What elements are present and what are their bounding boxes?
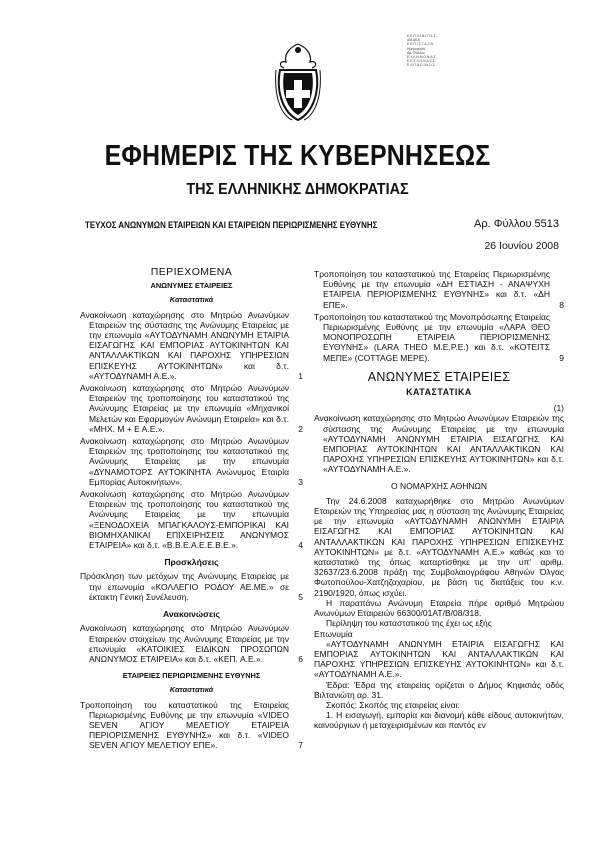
print-info-line: Ε.Λ.Π.Α.Ο.Ι.Ν.Ο.Σ. [407,63,436,68]
body-heading: ΑΝΩΝΥΜΕΣ ΕΤΑΙΡΕΙΕΣ [367,369,511,384]
sheet-number: Αρ. Φύλλου 5513 [474,218,559,230]
subsection-heading: Ανακοινώσεις [163,609,220,620]
issue-date: 26 Ιουνίου 2008 [484,240,559,252]
print-info-line: Ε.Ε.Σ.Λ.Ο.Ν.Α.Σ.Σ. [407,59,436,64]
contents-item-text: Τροποποίηση του καταστατικού της Εταιρείας Περιωρισμένης Ευθύνης με την επωνυμία «ΔΗ ΕΣΤΙΑΣΗ - ΑΝΑΨΥΧΗ ΕΤΑΙΡΕΙΑ ΠΕΡΙΟΡΙΣΜΕΝΗΣ ΕΥΘΥΝΗΣ» και δ.τ. «ΔΗ ΕΠΕ». [314,269,550,310]
print-info [407,34,469,68]
gazette-subtitle: ΤΗΣ ΕΛΛΗΝΙΚΗΣ ΔΗΜΟΚΡΑΤΙΑΣ [186,181,409,198]
body-column [314,269,564,731]
contents-item[interactable] [80,436,303,487]
contents-item-page: 7 [298,740,303,751]
body-paragraph: Σκοπός: Σκοπός της εταιρείας είναι: [326,699,460,710]
contents-item-page: 2 [298,423,303,434]
prefect-heading: Ο ΝΟΜΑΡΧΗΣ ΑΘΗΝΩΝ [391,480,487,491]
subsection-heading: Προσκλήσεις [164,557,219,568]
contents-item[interactable] [80,489,303,550]
issue-label: ΤΕΥΧΟΣ ΑΝΩΝΥΜΩΝ ΕΤΑΙΡΕΙΩΝ ΚΑΙ ΕΤΑΙΡΕΙΩΝ ΠΕΡΙΩΡΙΣΜΕΝΗΣ ΕΥΘΥΝΗΣ [85,220,378,230]
print-info-line: Ε.Υ.Λ.Ν.Μ.Ο.Ν.Α.Σ. [407,55,437,60]
contents-item-page: 5 [298,591,303,602]
notice-title: Ανακοίνωση καταχώρησης στο Μητρώο Ανωνύμων Εταιρειών της σύστασης της Ανώνυμης Εταιρείας με την επωνυμία «ΑΥΤΟΔΥΝΑΜΗ ΑΝΩΝΥΜΗ ΕΤΑΙΡΙΑ ΕΙΣΑΓΩΓΗΣ ΚΑΙ ΕΜΠΟΡΙΑΣ ΑΥΤΟΚΙΝΗΤΩΝ ΚΑΙ ΑΝΤΑΛΛΑΚΤΙΚΩΝ ΚΑΙ ΠΑΡΟΧΗΣ ΥΠΗΡΕΣΙΩΝ ΕΠΙΣΚΕΥΗΣ ΑΥΤΟΚΙΝΗΤΩΝ» και δ.τ. «ΑΥΤΟΔΥΝΑΜΗ Α.Ε.». [314,413,564,475]
body-paragraph: Την 24.6.2008 καταχωρήθηκε στο Μητρώο Ανωνύμων Εταιρειών της Υπηρεσίας μας η σύσταση της Ανώνυμης Εταιρείας με την επωνυμία «ΑΥΤΟΔΥΝΑΜΗ ΑΝΩΝΥΜΗ ΕΤΑΙΡΙΑ ΕΙΣΑΓΩΓΗΣ ΚΑΙ ΕΜΠΟΡΙΑΣ ΑΥΤΟΚΙΝΗΤΩΝ ΚΑΙ ΑΝΤΑΛΛΑΚΤΙΚΩΝ ΚΑΙ ΠΑΡΟΧΗΣ ΥΠΗΡΕΣΙΩΝ ΕΠΙΣΚΕΥΗΣ ΑΥΤΟΚΙΝΗΤΩΝ» με δ.τ. «ΑΥΤΟΔΥΝΑΜΗ Α.Ε.» καθώς και το καταστατικό της όπως καταρτίσθηκε με την υπ' αριθμ. 32637/23.6.2008 πράξη της Συμβολαιογράφου Αθηνών Όλγας Φωτοπούλου-Χατζηζαχαρίου, με βάση τις διατάξεις του κ.ν. 2190/1920, όπως ισχύει. [314,495,564,598]
contents-column [80,265,303,753]
section-heading: ΑΝΩΝΥΜΕΣ ΕΤΑΙΡΕΙΕΣ [150,281,233,291]
coat-of-arms-icon [272,40,324,124]
notice-number: (1) [553,403,564,414]
contents-item-page: 8 [559,299,564,310]
print-info-line: Αρ. Φύλλου [407,50,425,55]
section-heading: ΕΤΑΙΡΕΙΕΣ ΠΕΡΙΩΡΙΣΜΕΝΗΣ ΕΥΘΥΝΗΣ [122,671,261,681]
contents-item[interactable] [80,700,303,751]
contents-item-text: Πρόσκληση των μετόχων της Ανώνυμης Εταιρείας με την επωνυμία «ΚΟΛΛΕΓΙΟ ΡΟΔΟΥ ΑΕ.ΜΕ.» σε έκτακτη Γενική Συνέλευση. [80,571,289,602]
contents-heading: ΠΕΡΙΕΧΟΜΕΝΑ [150,266,233,278]
body-paragraph: Έδρα: Έδρα της εταιρείας ορίζεται ο Δήμος Κηφισιάς οδός Βιλτανιώτη αρ. 31. [314,679,564,700]
contents-item[interactable] [80,383,303,434]
contents-item[interactable] [314,269,564,310]
print-info-line: Ημερομηνία [407,46,425,51]
contents-item-text: Ανακοίνωση καταχώρησης στο Μητρώο Ανωνύμων Εταιρειών της τροποποίησης του καταστατικού της Ανώνυμης Εταιρείας με την επωνυμία «ΔΥΝΑΜΟΤΟΡΣ ΑΥΤΟΚΙΝΗΤΑ Ανώνυμος Εταιρία Εμπορίας Αυτοκινήτων». [80,436,289,487]
print-info-line: Ε.Ε.Π.Ι.Σ.Τ.Α.Σ.Ν. [407,42,434,47]
body-paragraph: «ΑΥΤΟΔΥΝΑΜΗ ΑΝΩΝΥΜΗ ΕΤΑΙΡΙΑ ΕΙΣΑΓΩΓΗΣ ΚΑΙ ΕΜΠΟΡΙΑΣ ΑΥΤΟΚΙΝΗΤΩΝ ΚΑΙ ΑΝΤΑΛΛΑΚΤΙΚΩΝ ΚΑΙ ΠΑΡΟΧΗΣ ΥΠΗΡΕΣΙΩΝ ΕΠΙΣΚΕΥΗΣ ΑΥΤΟΚΙΝΗΤΩΝ» και δ.τ. «ΑΥΤΟΔΥΝΑΜΗ Α.Ε.». [314,638,564,680]
contents-item[interactable] [314,312,564,363]
contents-item-text: Τροποποίηση του καταστατικού της Εταιρείας Περιωρισμένης Ευθύνης με την επωνυμία «VIDEO SEVEN ΑΓΙΟΥ ΜΕΛΕΤΙΟΥ ΕΤΑΙΡΕΙΑ ΠΕΡΙΟΡΙΣΜΕΝΗΣ ΕΥΘΥΝΗΣ» και δ.τ. «VIDEO SEVEN ΑΓΙΟΥ ΜΕΛΕΤΙΟΥ ΕΠΕ». [80,699,289,751]
contents-item-text: Ανακοίνωση καταχώρησης στο Μητρώο Ανωνύμων Εταιρειών της τροποποίησης του καταστατικού της Ανώνυμης Εταιρείας με την επωνυμία «ΞΕΝΟΔΟΧΕΙΑ ΜΠΑΓΚΑΛΟΥΣ-ΕΜΠΟΡΙΚΑΙ ΚΑΙ ΒΙΟΜΗΧΑΝΙΚΑΙ ΕΠΙΧΕΙΡΗΣΕΙΣ ΑΝΩΝΥΜΟΣ ΕΤΑΙΡΕΙΑ» και δ.τ. «Β.Β.Ε.Α.Ε.Ε.Β.Ε.». [80,489,289,551]
contents-item-text: Ανακοίνωση καταχώρησης στο Μητρώο Ανωνύμων Εταιρειών στοιχείων της Ανώνυμης Εταιρείας με την επωνυμία «ΚΑΤΟΙΚΙΕΣ ΕΙΔΙΚΩΝ ΠΡΟΣΩΠΩΝ ΑΝΩΝΥΜΟΣ ΕΤΑΙΡΕΙΑ» και δ.τ. «ΚΕΠ. Α.Ε.». [80,623,289,664]
contents-item-page: 9 [559,352,564,363]
contents-item[interactable] [80,571,303,602]
contents-item-page: 1 [298,370,303,381]
contents-item-text: Ανακοίνωση καταχώρησης στο Μητρώο Ανωνύμων Εταιρειών της τροποποίησης του καταστατικού της Ανώνυμης Εταιρείας με την επωνυμία «Μηχανικοί Μελετών και Εφαρμογών Ανώνυμη Εταιρεία» και δ.τ. «ΜΗΧ. Μ + Ε Α.Ε.». [80,383,289,434]
body-paragraph: Η παραπάνω Ανώνυμη Εταιρεία πήρε αριθμό Μητρώου Ανωνύμων Εταιρειών 66300/01ΑΤ/Β/08/318. [314,597,564,619]
contents-item-page: 3 [298,476,303,487]
print-info-line: ΑΜ.ΑΕΑ [407,38,420,43]
body-paragraph: 1. Η εισαγωγή, εμπορία και διανομή κάθε είδους αυτοκινήτων, καινούργιων ή μεταχειρισμένων και παντός εν [314,710,564,731]
body-subheading: ΚΑΤΑΣΤΑΤΙΚΑ [406,387,472,398]
contents-item-text: Τροποποίηση του καταστατικού της Μονοπρόσωπης Εταιρείας Περιωρισμένης Ευθύνης με την επωνυμία «ΛΑΡΑ ΘΕΟ ΜΟΝΟΠΡΟΣΩΠΗ ΕΤΑΙΡΕΙΑ ΠΕΡΙΟΡΙΣΜΕΝΗΣ ΕΥΘΥΝΗΣ» (LARA THEO M.E.P.E.) και δ.τ. «ΚΟΤΕΙΤΣ ΜΕΠΕ» (COTTAGE MEPE). [314,311,550,363]
subsection-heading: Καταστατικά [169,685,214,695]
contents-item-page: 4 [298,540,303,551]
contents-item[interactable] [80,623,303,664]
print-info-line: Ε.Ε.Π.Λ.Ι.Ν.Ι.Π.Σ.Σ. [407,34,437,38]
gazette-title: ΕΦΗΜΕΡΙΣ ΤΗΣ ΚΥΒΕΡΝΗΣΕΩΣ [104,140,491,172]
body-paragraph: Περίληψη του καταστατικού της έχει ως εξής [326,618,492,629]
contents-item[interactable] [80,310,303,381]
subsection-heading: Καταστατικά [169,295,214,305]
field-label: Επωνυμία [314,628,353,639]
contents-item-page: 6 [298,653,303,664]
contents-item-text: Ανακοίνωση καταχώρησης στο Μητρώο Ανωνύμων Εταιρειών της σύστασης της Ανώνυμης Εταιρείας με την επωνυμία «ΑΥΤΟΔΥΝΑΜΗ ΑΝΩΝΥΜΗ ΕΤΑΙΡΙΑ ΕΙΣΑΓΩΓΗΣ ΚΑΙ ΕΜΠΟΡΙΑΣ ΑΥΤΟΚΙΝΗΤΩΝ ΚΑΙ ΑΝΤΑΛΛΑΚΤΙΚΩΝ ΚΑΙ ΠΑΡΟΧΗΣ ΥΠΗΡΕΣΙΩΝ ΕΠΙΣΚΕΥΗΣ ΑΥΤΟΚΙΝΗΤΩΝ» και δ.τ. «ΑΥΤΟΔΥΝΑΜΗ Α.Ε.». [80,309,289,381]
